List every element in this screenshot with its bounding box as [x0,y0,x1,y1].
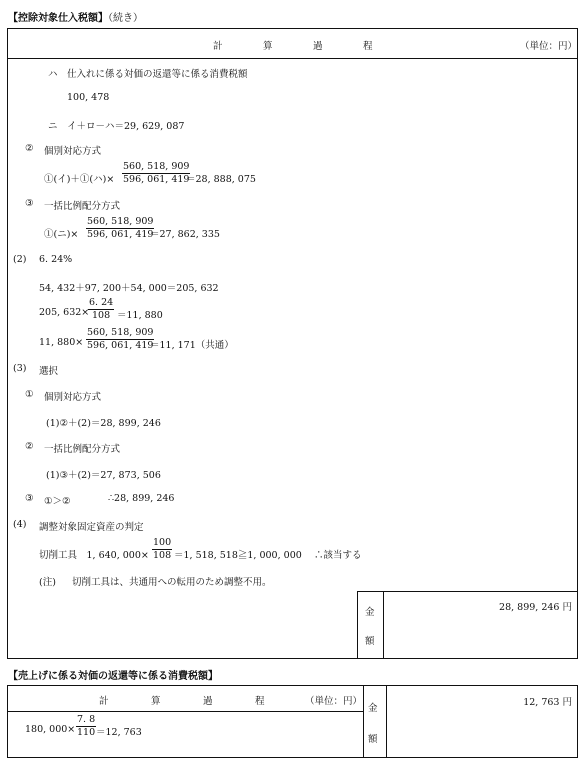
amount-label-1-bottom: 額 [365,636,375,647]
s4-text: 調整対象固定資産の判定 [39,522,144,533]
s2-line3-fraction [86,327,154,352]
s3-c2-formula: (1)③＋(2)＝27, 873, 506 [46,470,161,481]
box-2-left-divider [363,685,364,758]
section1-title [8,9,143,24]
s2-line2-fraction [88,297,114,322]
section1-title-suffix: （続き） [108,13,143,24]
s2-line2-left: 205, 632× [39,307,90,318]
header2-char-4: 程 [255,696,265,707]
s4-denominator: 108 [153,550,172,561]
s2-line2-result: ＝11, 880 [117,310,163,321]
s5-denominator: 110 [77,727,96,738]
p3-formula-left: ①(ニ)× [44,229,79,240]
header2-char-3: 過 [203,696,213,707]
section1-title-main: 【控除対象仕入税額】 [8,13,108,24]
s3-c3-label: ③ [25,493,34,504]
p2-result: ＝28, 888, 075 [186,174,256,185]
s4-formula-left: 切削工具 1, 640, 000× [39,550,149,561]
s2-line3-result: ＝11, 171（共通） [150,340,234,351]
section2-title: 【売上げに係る対価の返還等に係る消費税額】 [8,671,218,682]
p2-denominator: 596, 061, 419 [123,174,190,185]
note-text: 切削工具は、共通用への転用のため調整不用。 [72,577,272,588]
amount-box-1-divider [383,591,384,659]
s3-c3-result: ∴28, 899, 246 [108,493,175,504]
s2-line3-denominator: 596, 061, 419 [87,340,154,351]
unit-label-1: （単位：円） [520,41,578,52]
p2-text: 個別対応方式 [44,146,102,157]
p2-formula-left: ①(イ)＋①(ハ)× [44,174,115,185]
p2-fraction [122,161,190,186]
s2-line1: 54, 432＋97, 200＋54, 000＝205, 632 [39,283,219,294]
s2-line2-denominator: 108 [92,310,111,321]
header-char-2: 算 [263,41,273,52]
header2-char-1: 計 [99,696,109,707]
ni-label: ニ [48,121,58,132]
ha-text: 仕入れに係る対価の返還等に係る消費税額 [67,69,248,80]
header-char-1: 計 [213,41,223,52]
s4-numerator: 100 [153,537,172,548]
p3-fraction [86,216,154,241]
s2-label: (2) [13,254,27,265]
ha-label: ハ [48,69,58,80]
header-char-4: 程 [363,41,373,52]
s4-conclusion: ∴該当する [314,550,362,561]
amount-value-2: 12, 763 円 [523,697,572,708]
header-char-3: 過 [313,41,323,52]
s2-line3-numerator: 560, 518, 909 [87,327,154,338]
p3-label: ③ [25,198,34,209]
s3-label: (3) [13,363,27,374]
amount-box-1-left [357,591,358,659]
s5-fraction [76,714,96,739]
amount-label-2-top: 金 [368,703,378,714]
p3-numerator: 560, 518, 909 [87,216,154,227]
ni-text: イ＋ロ－ハ＝29, 629, 087 [67,121,185,132]
p3-denominator: 596, 061, 419 [87,229,154,240]
s4-result: ＝1, 518, 518≧1, 000, 000 [174,550,302,561]
s3-c3-text: ①＞② [44,496,71,507]
s3-c1-formula: (1)②＋(2)＝28, 899, 246 [46,418,161,429]
note-label: (注) [39,577,56,588]
amount-label-2-bottom: 額 [368,734,378,745]
s3-text: 選択 [39,366,59,377]
s4-label: (4) [13,519,27,530]
ha-value: 100, 478 [67,92,110,103]
header-divider-2 [7,711,364,712]
s3-c1-label: ① [25,389,34,400]
s5-result: ＝12, 763 [96,727,142,738]
amount-label-1-top: 金 [365,607,375,618]
amount-value-1: 28, 899, 246 円 [499,602,572,613]
s2-text: 6. 24% [39,254,73,265]
s3-c2-label: ② [25,441,34,452]
box-2-right-divider [386,685,387,758]
unit-label-2: （単位：円） [305,696,363,707]
p3-result: ＝27, 862, 335 [150,229,220,240]
p3-text: 一括比例配分方式 [44,201,121,212]
header-divider-1 [7,58,578,59]
s3-c2-text: 一括比例配分方式 [44,444,121,455]
s5-formula-left: 180, 000× [25,724,76,735]
p2-numerator: 560, 518, 909 [123,161,190,172]
p2-label: ② [25,143,34,154]
header2-char-2: 算 [151,696,161,707]
s2-line3-left: 11, 880× [39,337,84,348]
s3-c1-text: 個別対応方式 [44,392,102,403]
s5-numerator: 7. 8 [77,714,96,725]
amount-box-1-top [357,591,578,592]
s2-line2-numerator: 6. 24 [89,297,114,308]
s4-fraction [152,537,172,562]
